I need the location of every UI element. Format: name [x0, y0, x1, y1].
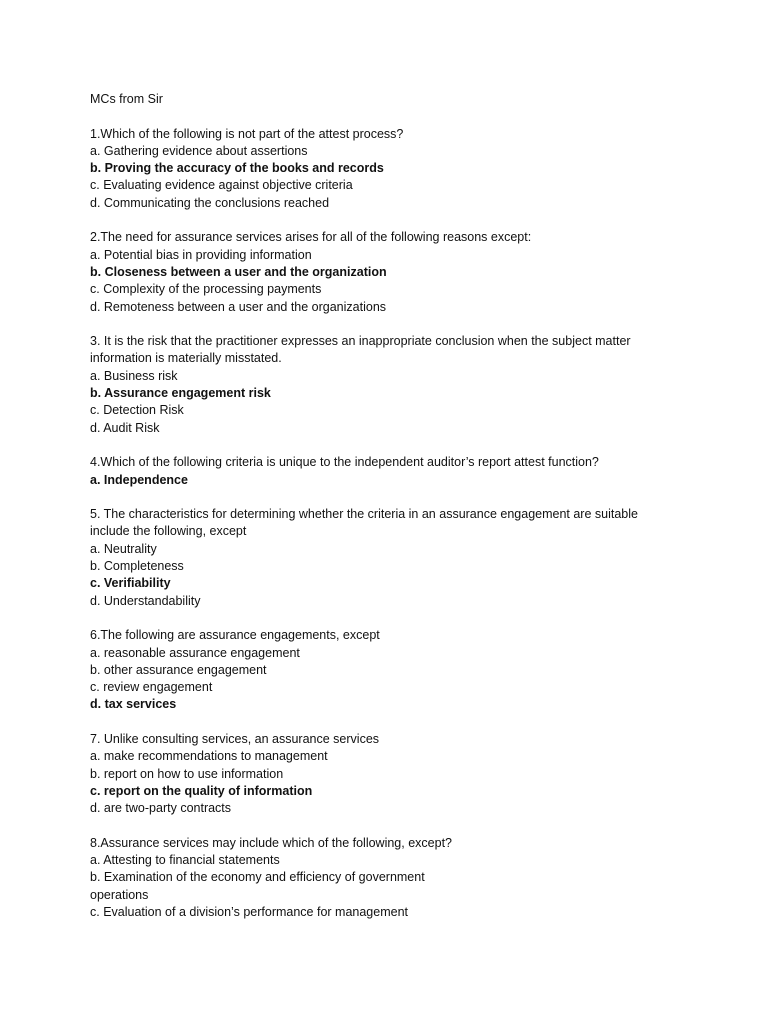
question-text: 1.Which of the following is not part of the attest process?: [90, 126, 404, 141]
question-text: 3. It is the risk that the practitioner expresses an inappropriate conclusion when the subject matter information is materially misstated.: [90, 334, 631, 366]
question-1: [90, 126, 690, 212]
option-d: d. Remoteness between a user and the organizations: [90, 299, 387, 314]
option-b-answer: b. Proving the accuracy of the books and records: [90, 161, 384, 176]
option-c-answer: c. Verifiability: [90, 576, 171, 591]
option-c: c. Evaluating evidence against objective criteria: [90, 178, 353, 193]
question-text: 2.The need for assurance services arises for all of the following reasons except:: [90, 230, 532, 245]
option-a-answer: a. Independence: [90, 472, 188, 487]
option-a: a. Neutrality: [90, 541, 157, 556]
question-2: [90, 229, 690, 315]
question-4: [90, 454, 690, 489]
question-text: 7. Unlike consulting services, an assurance services: [90, 731, 380, 746]
question-text: 6.The following are assurance engagements, except: [90, 628, 380, 643]
option-b: b. report on how to use information: [90, 766, 284, 781]
question-text: 4.Which of the following criteria is unique to the independent auditor’s report attest function?: [90, 455, 599, 470]
option-b: b. Completeness: [90, 559, 184, 574]
question-text: 5. The characteristics for determining whether the criteria in an assurance engagement are suitable include the following, except: [90, 507, 638, 539]
option-b: b. Examination of the economy and efficiency of government operations: [90, 870, 425, 902]
question-6: [90, 627, 690, 713]
option-c: c. Complexity of the processing payments: [90, 282, 322, 297]
option-b: b. other assurance engagement: [90, 662, 267, 677]
option-d: d. Audit Risk: [90, 420, 160, 435]
option-b-answer: b. Assurance engagement risk: [90, 386, 271, 401]
option-a: a. Attesting to financial statements: [90, 853, 280, 868]
question-3: [90, 333, 690, 437]
document-page: [90, 91, 690, 921]
option-a: a. Business risk: [90, 368, 178, 383]
option-c: c. review engagement: [90, 680, 213, 695]
option-d: d. Understandability: [90, 593, 201, 608]
option-d: d. are two-party contracts: [90, 801, 232, 816]
question-text: 8.Assurance services may include which of the following, except?: [90, 835, 452, 850]
option-d-answer: d. tax services: [90, 697, 177, 712]
option-c-answer: c. report on the quality of information: [90, 783, 313, 798]
option-c: c. Detection Risk: [90, 403, 184, 418]
option-b-answer: b. Closeness between a user and the organization: [90, 264, 387, 279]
option-d: d. Communicating the conclusions reached: [90, 195, 330, 210]
question-5: [90, 506, 690, 610]
option-a: a. Potential bias in providing information: [90, 247, 312, 262]
option-a: a. Gathering evidence about assertions: [90, 143, 308, 158]
option-a: a. reasonable assurance engagement: [90, 645, 300, 660]
document-title: MCs from Sir: [90, 92, 163, 106]
option-a: a. make recommendations to management: [90, 749, 328, 764]
question-7: [90, 731, 690, 817]
option-c: c. Evaluation of a division’s performance for management: [90, 904, 408, 919]
question-8: [90, 835, 690, 921]
